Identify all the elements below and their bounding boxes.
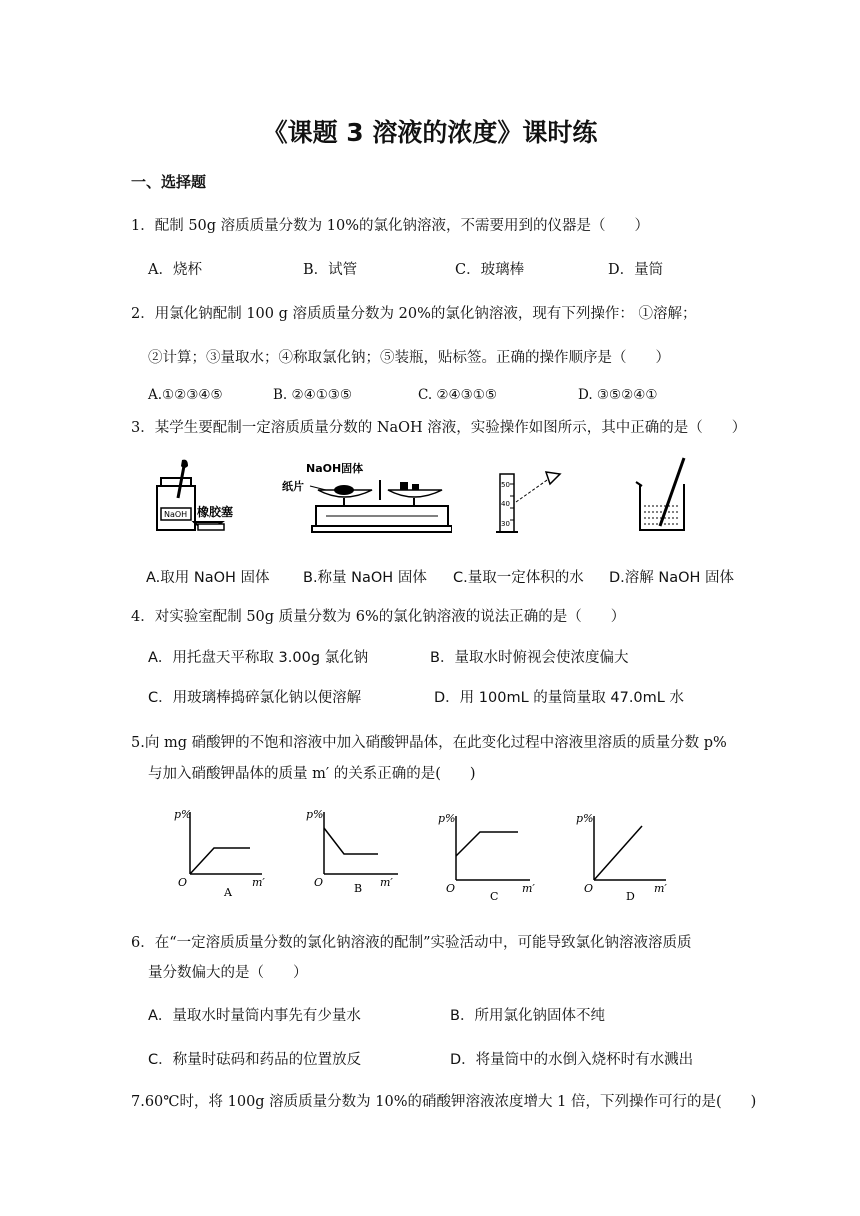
fig-bottle-label: NaOH [164, 510, 188, 519]
fig-naoh-solid-label: NaOH固体 [306, 462, 364, 475]
graph-c-caption: C [490, 890, 499, 900]
question-2-stem-line1: 2．用氯化钠配制 100 g 溶质质量分数为 20%的氯化钠溶液，现有下列操作： ①溶解； [131, 306, 697, 322]
graph-c-x-label: m′ [522, 882, 535, 895]
q6-option-c: C．称量时砝码和药品的位置放反 [148, 1052, 362, 1068]
question-6-stem-line2: 量分数偏大的是（ ） [148, 965, 308, 981]
graph-a-y-label: p% [174, 808, 192, 821]
section-heading: 一、选择题 [131, 173, 207, 191]
q4-option-d: D．用 100mL 的量筒量取 47.0mL 水 [434, 690, 684, 706]
question-7-stem: 7.60℃时，将 100g 溶质质量分数为 10%的硝酸钾溶液浓度增大 1 倍，下列操作可行的是( ) [131, 1094, 757, 1110]
q3-option-c: C.量取一定体积的水 [453, 570, 584, 586]
question-1-stem: 1．配制 50g 溶质质量分数为 10%的氯化钠溶液，不需要用到的仪器是（ ） [131, 218, 650, 234]
graph-b-y-label: p% [306, 808, 324, 821]
fig-take-naoh-solid [150, 458, 245, 536]
fig-paper-label: 纸片 [282, 480, 304, 493]
graph-a-x-label: m′ [252, 876, 265, 889]
q2-option-b: B. ②④①③⑤ [273, 387, 353, 403]
q3-option-d: D.溶解 NaOH 固体 [609, 570, 735, 586]
question-2-stem-line2: ②计算；③量取水；④称取氯化钠；⑤装瓶，贴标签。正确的操作顺序是（ ） [148, 350, 670, 366]
graph-a-caption: A [224, 886, 232, 899]
q1-option-d: D．量筒 [608, 262, 664, 278]
graph-b-origin: O [314, 876, 324, 889]
page-title: 《课题 3 溶液的浓度》课时练 [262, 118, 598, 147]
graph-d-caption: D [626, 890, 635, 900]
graph-d-y-label: p% [576, 812, 594, 825]
fig-measure-water [478, 466, 568, 536]
q2-option-c: C. ②④③①⑤ [418, 387, 497, 403]
q6-option-b: B．所用氯化钠固体不纯 [450, 1008, 605, 1024]
question-5-stem-line2: 与加入硝酸钾晶体的质量 m′ 的关系正确的是( ) [148, 766, 476, 782]
fig-dissolve-naoh [632, 456, 702, 536]
graph-c-origin: O [446, 882, 456, 895]
question-3-stem: 3．某学生要配制一定溶质质量分数的 NaOH 溶液，实验操作如图所示，其中正确的是（ ） [131, 420, 747, 436]
graph-d-x-label: m′ [654, 882, 667, 895]
q2-option-a: A.①②③④⑤ [148, 387, 223, 403]
fig-cylinder-tick-50: 50 [501, 481, 510, 489]
graph-b-caption: B [354, 882, 363, 895]
q5-graph-c [436, 804, 536, 900]
graph-a-origin: O [178, 876, 188, 889]
question-6-stem-line1: 6．在“一定溶质质量分数的氯化钠溶液的配制”实验活动中，可能导致氯化钠溶液溶质质 [131, 935, 692, 951]
q5-graph-a [170, 804, 270, 900]
fig-cylinder-tick-40: 40 [501, 500, 510, 508]
q1-option-a: A．烧杯 [148, 262, 202, 278]
question-5-stem-line1: 5.向 mg 硝酸钾的不饱和溶液中加入硝酸钾晶体，在此变化过程中溶液里溶质的质量分数 p% [131, 735, 727, 751]
q4-option-c: C．用玻璃棒捣碎氯化钠以便溶解 [148, 690, 362, 706]
fig-weigh-naoh-solid [282, 460, 452, 538]
q6-option-a: A．量取水时量筒内事先有少量水 [148, 1008, 361, 1024]
q1-option-c: C．玻璃棒 [455, 262, 525, 278]
graph-c-y-label: p% [438, 812, 456, 825]
fig-cylinder-tick-30: 30 [501, 520, 510, 528]
fig-stopper-label: 橡胶塞 [197, 505, 234, 519]
q3-option-a: A.取用 NaOH 固体 [146, 570, 270, 586]
question-4-stem: 4．对实验室配制 50g 质量分数为 6%的氯化钠溶液的说法正确的是（ ） [131, 609, 626, 625]
q4-option-a: A．用托盘天平称取 3.00g 氯化钠 [148, 650, 369, 666]
graph-b-x-label: m′ [380, 876, 393, 889]
graph-d-origin: O [584, 882, 594, 895]
q6-option-d: D．将量筒中的水倒入烧杯时有水溅出 [450, 1052, 694, 1068]
q5-graph-d [574, 804, 674, 900]
q3-option-b: B.称量 NaOH 固体 [303, 570, 427, 586]
q2-option-d: D. ③⑤②④① [578, 387, 658, 403]
q1-option-b: B．试管 [303, 262, 358, 278]
q5-graph-b [306, 804, 406, 900]
q4-option-b: B．量取水时俯视会使浓度偏大 [430, 650, 629, 666]
